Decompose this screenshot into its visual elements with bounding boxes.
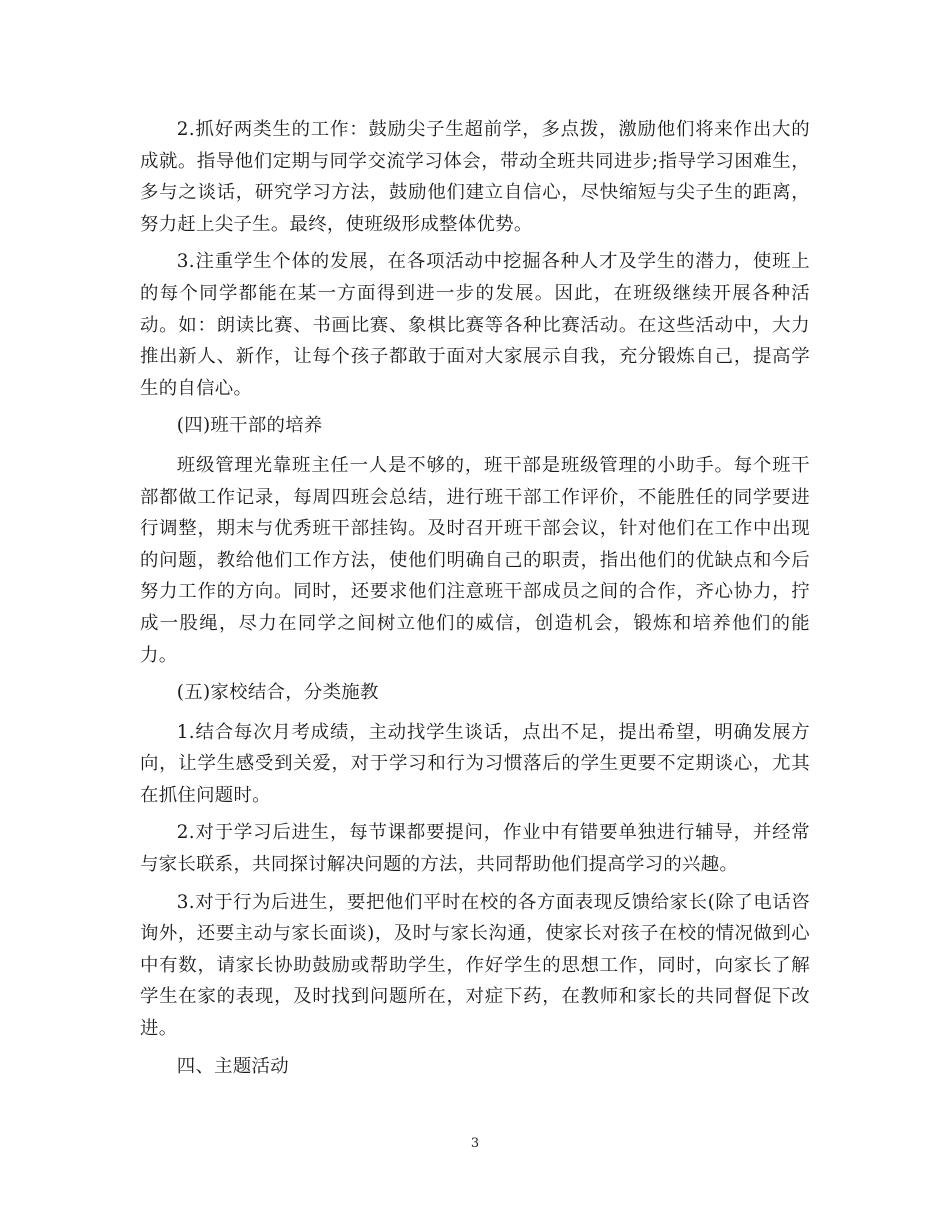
paragraph-behavior-lagging: 3.对于行为后进生，要把他们平时在校的各方面表现反馈给家长(除了电话咨询外，还要主动与家长面谈)，及时与家长沟通，使家长对孩子在校的情况做到心中有数，请家长协助鼓励或帮助学生，作好学生的思想工作，同时，向家长了解学生在家的表现，及时找到问题所在，对症下药，在教师和家长的共同督促下改进。	[140, 891, 810, 1040]
section-heading-home-school: (五)家校结合，分类施教	[176, 682, 379, 704]
paragraph-class-cadres: 班级管理光靠班主任一人是不够的，班干部是班级管理的小助手。每个班干部都做工作记录，每周四班会总结，进行班干部工作评价，不能胜任的同学要进行调整，期末与优秀班干部挂钩。及时召开班干部会议，针对他们在工作中出现的问题，教给他们工作方法，使他们明确自己的职责，指出他们的优缺点和今后努力工作的方向。同时，还要求他们注意班干部成员之间的合作，齐心协力，拧成一股绳，尽力在同学之间树立他们的威信，创造机会，锻炼和培养他们的能力。	[140, 454, 810, 666]
paragraph-individual-development: 3.注重学生个体的发展，在各项活动中挖掘各种人才及学生的潜力，使班上的每个同学都能在某一方面得到进一步的发展。因此，在班级继续开展各种活动。如：朗读比赛、书画比赛、象棋比赛等各种比赛活动。在这些活动中，大力推出新人、新作，让每个孩子都敢于面对大家展示自我，充分锻炼自己，提高学生的自信心。	[140, 251, 810, 399]
document-body	[140, 114, 810, 1090]
section-heading-theme-activities: 四、主题活动	[176, 1055, 289, 1077]
page-number: 3	[470, 1136, 480, 1151]
paragraph-top-students: 2.抓好两类生的工作：鼓励尖子生超前学，多点拨，激励他们将来作出大的成就。指导他们定期与同学交流学习体会，带动全班共同进步;指导学习困难生，多与之谈话，研究学习方法，鼓励他们建立自信心，尽快缩短与尖子生的距离，努力赶上尖子生。最终，使班级形成整体优势。	[140, 119, 810, 235]
paragraph-learning-lagging: 2.对于学习后进生，每节课都要提问，作业中有错要单独进行辅导，并经常与家长联系，共同探讨解决问题的方法，共同帮助他们提高学习的兴趣。	[140, 822, 810, 876]
paragraph-monthly-exam: 1.结合每次月考成绩，主动找学生谈话，点出不足，提出希望，明确发展方向，让学生感受到关爱，对于学习和行为习惯落后的学生更要不定期谈心，尤其在抓住问题时。	[140, 721, 810, 806]
section-heading-class-cadres: (四)班干部的培养	[176, 415, 323, 437]
